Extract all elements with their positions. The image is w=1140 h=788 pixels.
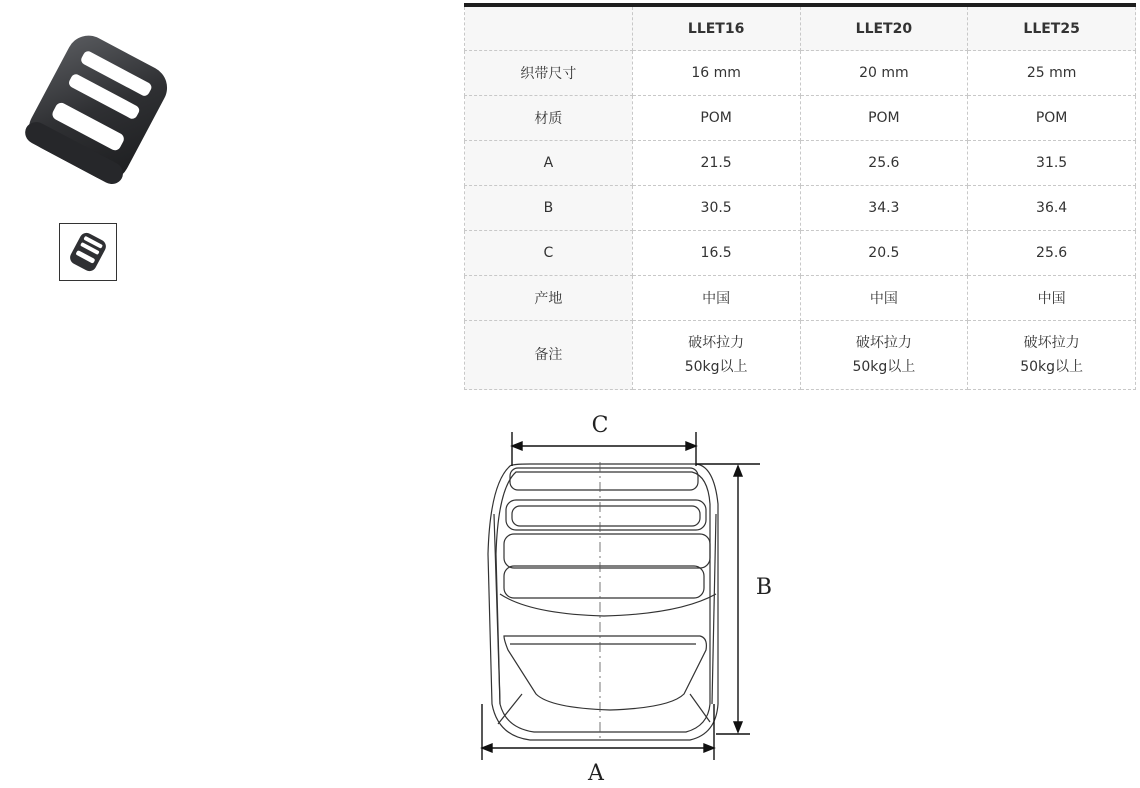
table-row: [465, 186, 1136, 231]
note-line: 破坏拉力: [855, 335, 912, 351]
row-label: B: [465, 186, 633, 231]
table-row: [465, 51, 1136, 96]
note-line: 50kg以上: [852, 359, 916, 375]
table-cell: 30.5: [632, 186, 800, 231]
table-cell: 20 mm: [800, 51, 968, 96]
table-cell: 16.5: [632, 231, 800, 276]
table-row: [465, 96, 1136, 141]
row-label: C: [465, 231, 633, 276]
table-cell: 25.6: [968, 231, 1136, 276]
spec-table: [464, 3, 1136, 390]
header-model-llet25: LLET25: [968, 5, 1136, 51]
product-thumbnail[interactable]: [59, 223, 117, 281]
table-cell: 中国: [632, 276, 800, 321]
buckle-thumbnail-icon: [68, 229, 108, 275]
row-label: 产地: [465, 276, 633, 321]
row-label: 备注: [465, 321, 633, 390]
header-corner-cell: [465, 5, 633, 51]
table-row: [465, 141, 1136, 186]
table-cell: 中国: [800, 276, 968, 321]
label-a: A: [588, 761, 604, 784]
table-cell: 21.5: [632, 141, 800, 186]
header-model-llet20: LLET20: [800, 5, 968, 51]
table-cell: [968, 321, 1136, 390]
note-line: 50kg以上: [1020, 359, 1084, 375]
table-cell: POM: [800, 96, 968, 141]
row-label: 织带尺寸: [465, 51, 633, 96]
table-cell: POM: [968, 96, 1136, 141]
header-model-llet16: LLET16: [632, 5, 800, 51]
table-cell: 中国: [968, 276, 1136, 321]
table-cell: 36.4: [968, 186, 1136, 231]
table-cell: 25 mm: [968, 51, 1136, 96]
dimension-diagram: [470, 404, 790, 784]
table-cell: 31.5: [968, 141, 1136, 186]
table-row: [465, 321, 1136, 390]
table-cell: [800, 321, 968, 390]
table-cell: 34.3: [800, 186, 968, 231]
row-label: A: [465, 141, 633, 186]
note-line: 破坏拉力: [688, 335, 745, 351]
label-c: C: [591, 413, 609, 438]
table-cell: 16 mm: [632, 51, 800, 96]
table-cell: 20.5: [800, 231, 968, 276]
buckle-line-drawing: [470, 404, 790, 784]
note-line: 50kg以上: [684, 359, 748, 375]
product-main-image: [24, 28, 172, 188]
buckle-outline: [488, 464, 718, 740]
label-b: B: [755, 575, 773, 600]
table-row: [465, 231, 1136, 276]
table-row: [465, 276, 1136, 321]
table-cell: POM: [632, 96, 800, 141]
buckle-photo-icon: [24, 28, 172, 188]
note-line: 破坏拉力: [1023, 335, 1080, 351]
table-cell: 25.6: [800, 141, 968, 186]
table-cell: [632, 321, 800, 390]
table-header-row: [465, 5, 1136, 51]
row-label: 材质: [465, 96, 633, 141]
